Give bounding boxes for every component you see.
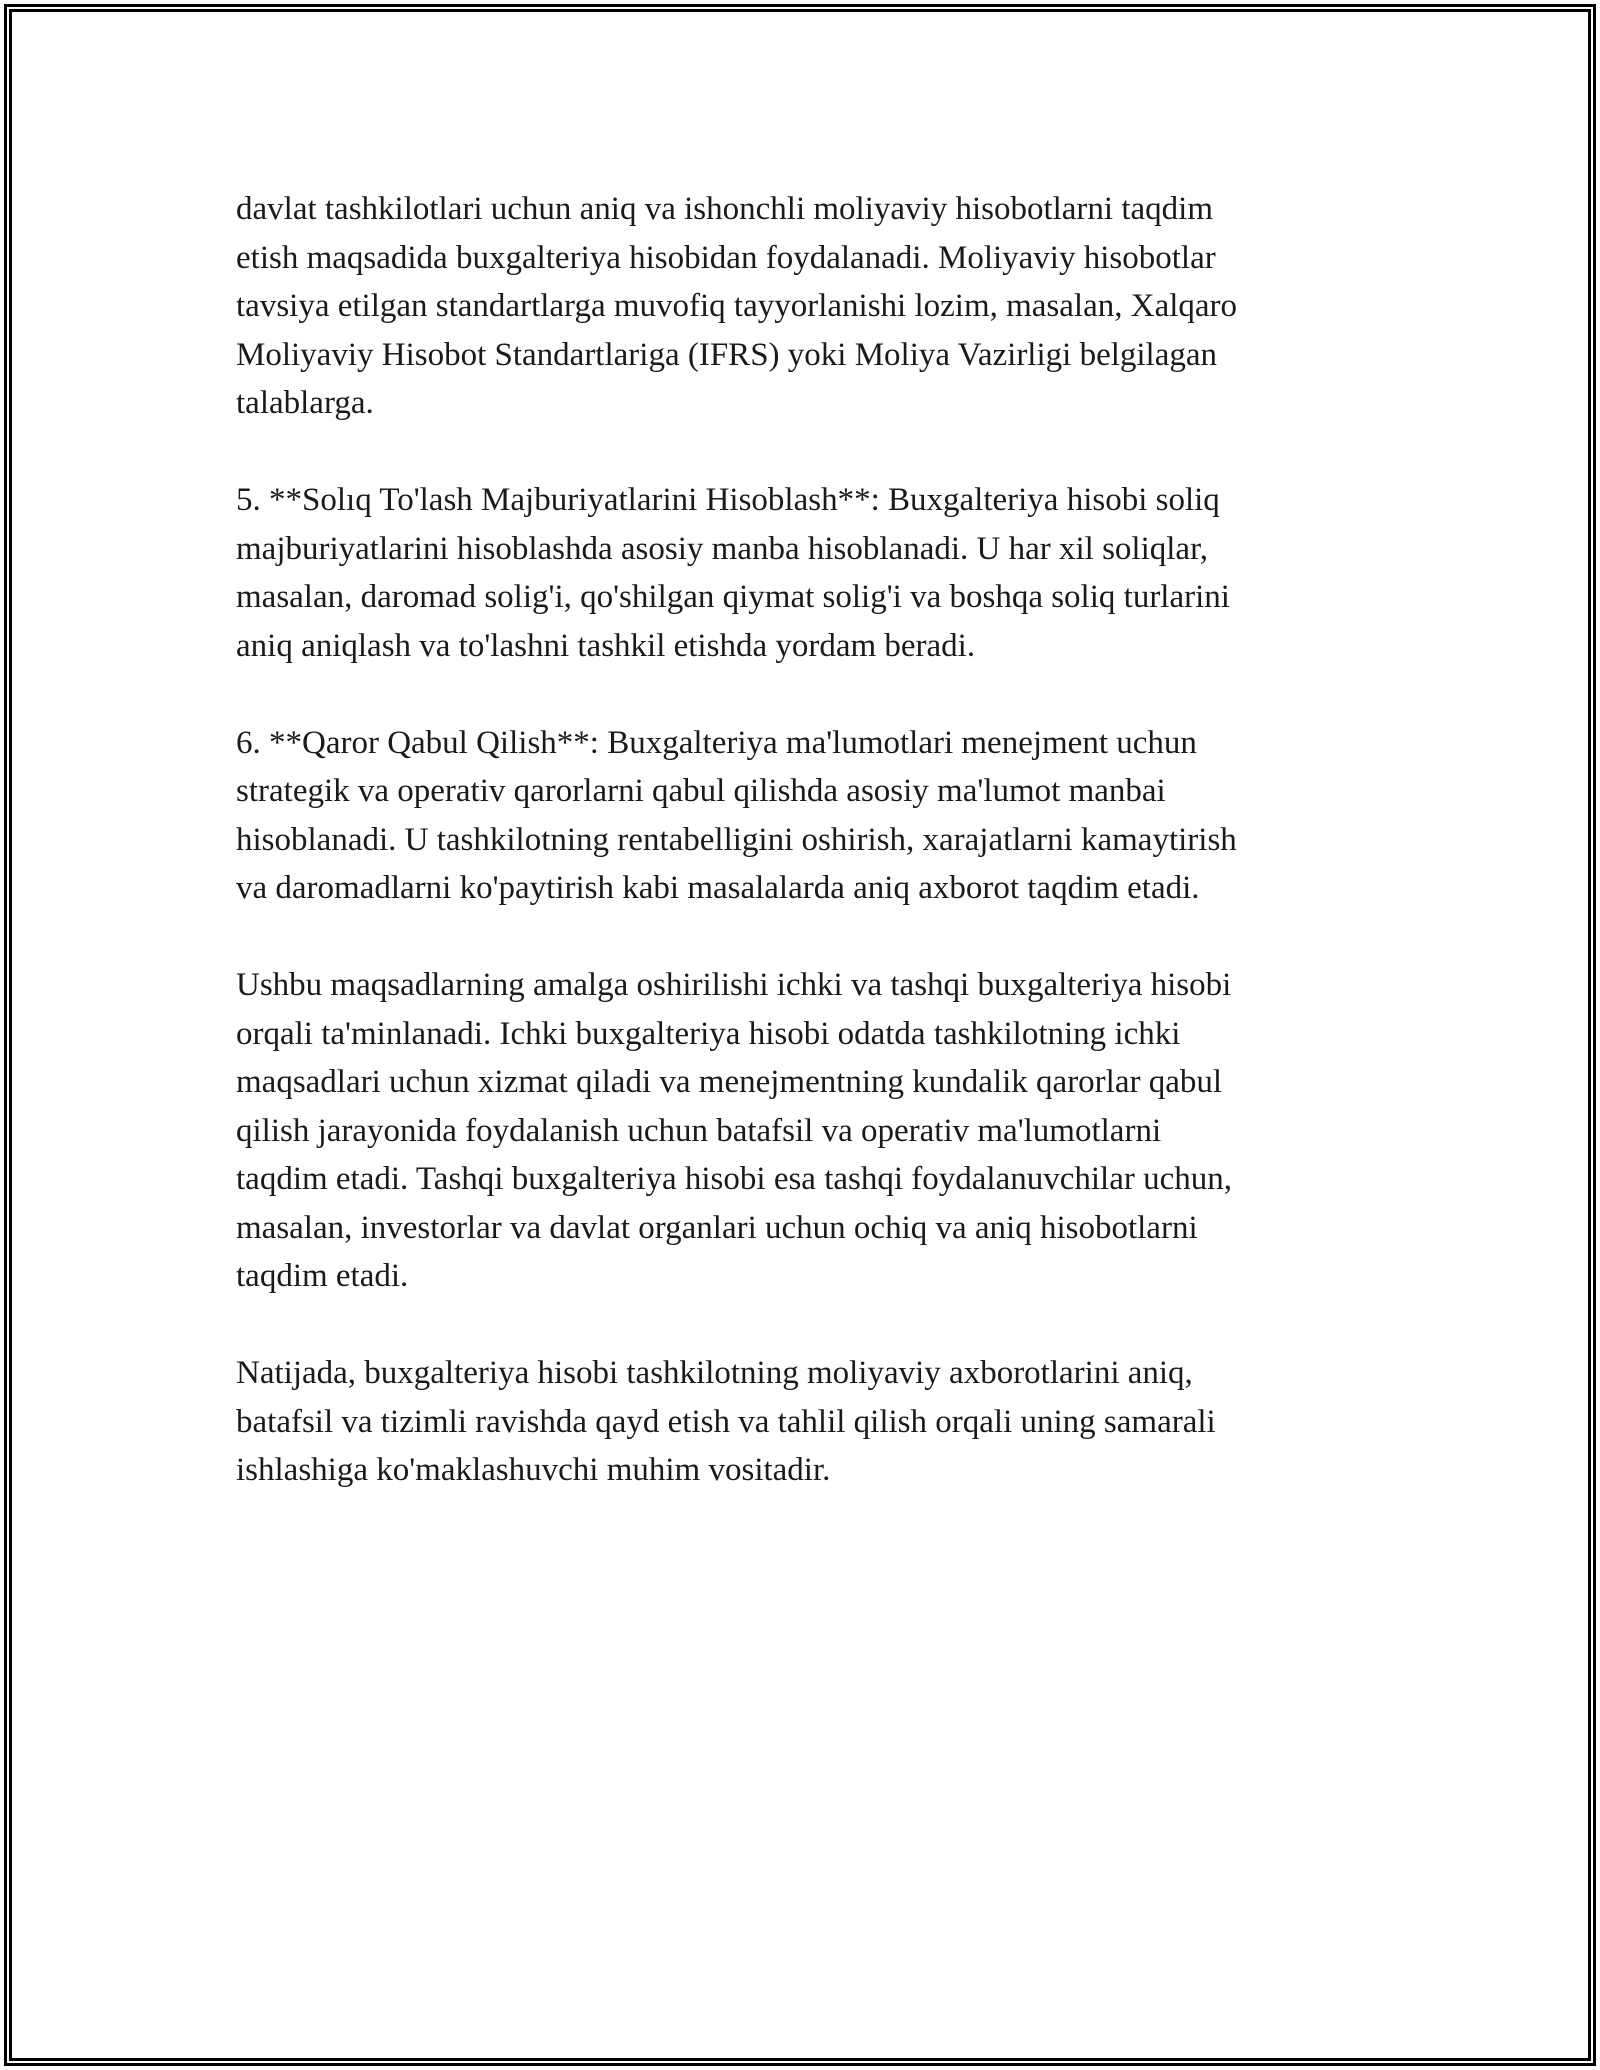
paragraph-tax-obligations: 5. **Solıq To'lash Majburiyatlarini Hisoblash**: Buxgalteriya hisobi soliq majburiyatlarini hisoblashda asosiy manba hisoblanadi. U har xil soliqlar, masalan, daromad solig'i, qo'shilgan qiymat solig'i va boshqa soliq turlarini aniq aniqlash va to'lashni tashkil etishda yordam beradi.	[236, 482, 1230, 664]
paragraph-internal-external-accounting: Ushbu maqsadlarning amalga oshirilishi ichki va tashqi buxgalteriya hisobi orqali ta'minlanadi. Ichki buxgalteriya hisobi odatda tashkilotning ichki maqsadlari uchun xizmat qiladi va menejmentning kundalik qarorlar qabul qilish jarayonida foydalanish uchun batafsil va operativ ma'lumotlarni taqdim etadi. Tashqi buxgalteriya hisobi esa tashqi foydalanuvchilar uchun, masalan, investorlar va davlat organlari uchun ochiq va aniq hisobotlarni taqdim etadi.	[236, 967, 1232, 1294]
paragraph-conclusion: Natijada, buxgalteriya hisobi tashkilotning moliyaviy axborotlarini aniq, batafsil va tizimli ravishda qayd etish va tahlil qilish orqali uning samarali ishlashiga ko'maklashuvchi muhim vositadir.	[236, 1355, 1216, 1488]
document-body	[236, 185, 1366, 1495]
paragraph-decision-making: 6. **Qaror Qabul Qilish**: Buxgalteriya ma'lumotlari menejment uchun strategik va operativ qarorlarni qabul qilishda asosiy ma'lumot manbai hisoblanadi. U tashkilotning rentabelligini oshirish, xarajatlarni kamaytirish va daromadlarni ko'paytirish kabi masalalarda aniq axborot taqdim etadi.	[236, 724, 1237, 906]
paragraph-financial-reporting: davlat tashkilotlari uchun aniq va ishonchli moliyaviy hisobotlarni taqdim etish maqsadida buxgalteriya hisobidan foydalanadi. Moliyaviy hisobotlar tavsiya etilgan standartlarga muvofiq tayyorlanishi lozim, masalan, Xalqaro Moliyaviy Hisobot Standartlariga (IFRS) yoki Moliya Vazirligi belgilagan talablarga.	[236, 191, 1238, 421]
